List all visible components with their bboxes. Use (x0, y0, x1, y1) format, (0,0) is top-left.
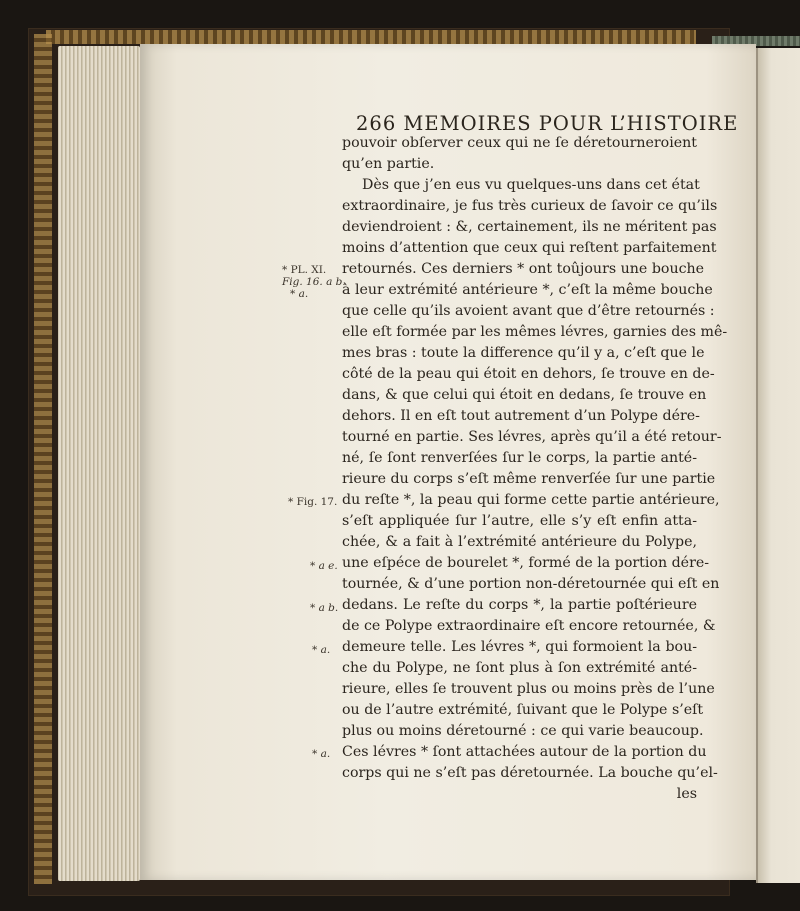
text-line: ou de l’autre extrémité, ſuivant que le Polype s’eſt (342, 702, 704, 718)
text-line: Ces lévres * ſont attachées autour de la portion du (342, 744, 707, 760)
text-line: deviendroient : &, certainement, ils ne méritent pas (342, 219, 717, 235)
margin-note: * a e. (310, 560, 338, 572)
text-line: dehors. Il en eſt tout autrement d’un Polype dére- (342, 408, 700, 424)
text-line: retournés. Ces derniers * ont toûjours une bouche (342, 261, 705, 277)
margin-note: * a b. (310, 602, 339, 614)
gilt-border-top (46, 30, 696, 44)
text-line: extraordinaire, je fus très curieux de ſavoir ce qu’ils (342, 198, 718, 214)
text-line: che du Polype, ne ſont plus à ſon extrémité anté- (342, 660, 697, 676)
text-line: tourné en partie. Ses lévres, après qu’il a été retour- (342, 429, 722, 445)
margin-note: * PL. XI. (282, 264, 327, 276)
text-line: du reſte *, la peau qui forme cette partie antérieure, (342, 492, 720, 508)
text-line: corps qui ne s’eſt pas déretournée. La bouche qu’el- (342, 765, 718, 781)
text-line: mes bras : toute la difference qu’il y a, c’eſt que le (342, 345, 705, 361)
text-line: tournée, & d’une portion non-déretournée qui eſt en (342, 576, 720, 592)
text-line: demeure telle. Les lévres *, qui formoient la bou- (342, 639, 697, 655)
facing-page-edge (756, 48, 800, 883)
running-header: 266 MEMOIRES POUR L’HISTOIRE (356, 112, 739, 135)
margin-note: * Fig. 17. (288, 496, 338, 508)
text-line: dedans. Le reſte du corps *, la partie poſtérieure (342, 597, 697, 613)
text-line: que celle qu’ils avoient avant que d’être retournés : (342, 303, 715, 319)
margin-note: * a. (290, 288, 309, 300)
margin-note: * a. (312, 644, 331, 656)
text-line: né, ſe ſont renverſées ſur le corps, la partie anté- (342, 450, 697, 466)
margin-note: * a. (312, 748, 331, 760)
page-edges (58, 46, 140, 881)
catchword: les (676, 786, 697, 802)
text-line: elle eſt formée par les mêmes lévres, garnies des mê- (342, 324, 728, 340)
text-line: de ce Polype extraordinaire eſt encore retournée, & (342, 618, 716, 634)
gilt-border-left (34, 34, 52, 884)
text-line: s’eſt appliquée ſur l’autre, elle s’y eſt enfin atta- (342, 513, 697, 529)
text-line: pouvoir obſerver ceux qui ne ſe déretourneroient (342, 135, 697, 151)
text-line: dans, & que celui qui étoit en dedans, ſe trouve en (342, 387, 707, 403)
text-line: chée, & a fait à l’extrémité antérieure du Polype, (342, 534, 697, 550)
margin-note: Fig. 16. a b. (282, 276, 346, 288)
text-line: rieure du corps s’eſt même renverſée ſur une partie (342, 471, 716, 487)
text-line: plus ou moins déretourné : ce qui varie beaucoup. (342, 723, 704, 739)
text-line: côté de la peau qui étoit en dehors, ſe trouve en de- (342, 366, 715, 382)
text-line: moins d’attention que ceux qui reſtent parfaitement (342, 240, 717, 256)
text-line: qu’en partie. (342, 156, 435, 172)
text-line: rieure, elles ſe trouvent plus ou moins près de l’une (342, 681, 715, 697)
text-line: à leur extrémité antérieure *, c’eſt la même bouche (342, 282, 713, 298)
text-line: une eſpéce de bourelet *, formé de la portion dére- (342, 555, 710, 571)
text-line: Dès que j’en eus vu quelques-uns dans cet état (362, 177, 700, 193)
